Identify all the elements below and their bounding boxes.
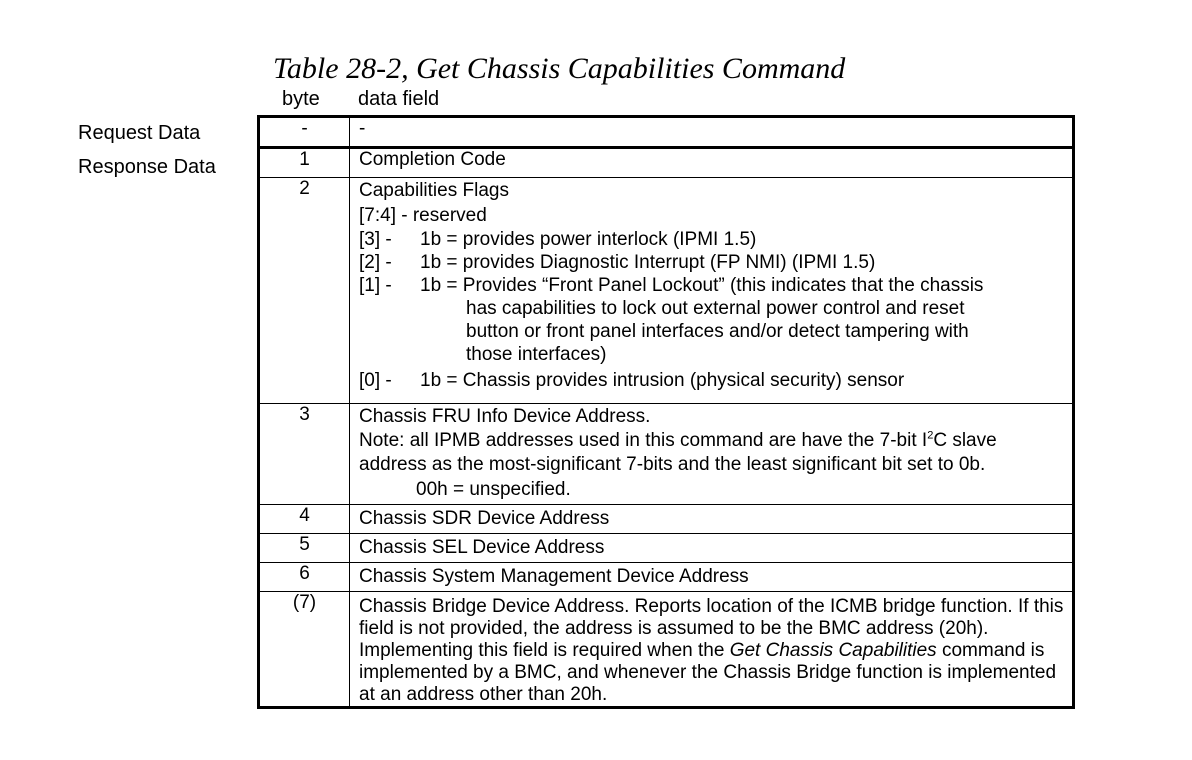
table-row-request <box>259 117 1074 148</box>
table-row-2 <box>259 178 1074 404</box>
reserved-bits: [7:4] - reserved <box>359 205 487 226</box>
byte-cell: - <box>259 117 350 148</box>
field-cell <box>350 592 1074 708</box>
table-row-6 <box>259 563 1074 592</box>
byte-cell: 1 <box>259 148 350 178</box>
bit-description: 1b = Chassis provides intrusion (physical security) sensor <box>420 370 905 391</box>
byte-cell: 5 <box>259 534 350 563</box>
bit-description: 1b = Provides “Front Panel Lockout” (this indicates that the chassis <box>420 275 984 296</box>
byte-cell: 6 <box>259 563 350 592</box>
byte-cell: 2 <box>259 178 350 404</box>
command-name: Get Chassis Capabilities <box>729 640 937 661</box>
note-text: C slave address as the most-significant 7-bits and the least significant bit set to 0b. <box>359 430 997 475</box>
command-table <box>257 115 1075 709</box>
byte-cell: 3 <box>259 404 350 505</box>
request-data-label: Request Data <box>78 122 201 144</box>
capabilities-flags-heading: Capabilities Flags <box>359 180 509 201</box>
note-text: Note: all IPMB addresses used in this command are have the 7-bit I <box>359 430 928 451</box>
data-field-column-header: data field <box>358 88 440 110</box>
bit-description-continued: has capabilities to lock out external power control and reset <box>466 298 965 319</box>
flag-bit-1 <box>359 274 1068 297</box>
unspecified-value: 00h = unspecified. <box>416 479 571 500</box>
table-row-4 <box>259 505 1074 534</box>
table-row-1 <box>259 148 1074 178</box>
flag-bit-2 <box>359 251 1068 274</box>
field-cell: Completion Code <box>350 148 1074 178</box>
field-cell <box>350 505 1074 534</box>
bit-description: 1b = provides power interlock (IPMI 1.5) <box>420 229 757 250</box>
field-cell: - <box>350 117 1074 148</box>
bit-label: [2] - <box>359 252 392 273</box>
note-superscript: 2 <box>927 429 934 442</box>
flag-bit-0 <box>359 369 1068 392</box>
byte-cell: (7) <box>259 592 350 708</box>
table-row-3 <box>259 404 1074 505</box>
bit-label: [1] - <box>359 275 392 296</box>
bridge-text: command is implemented by a BMC, and whenever the Chassis Bridge function is implemented at an address other than 20h. <box>359 640 1057 705</box>
bit-label: [0] - <box>359 370 392 391</box>
field-cell <box>350 534 1074 563</box>
field-cell <box>350 178 1074 404</box>
flag-bit-3 <box>359 228 1068 251</box>
field-cell <box>350 404 1074 505</box>
bit-description-continued: button or front panel interfaces and/or detect tampering with <box>466 321 969 342</box>
table-row-7 <box>259 592 1074 708</box>
byte-cell: 4 <box>259 505 350 534</box>
bit-description: 1b = provides Diagnostic Interrupt (FP NMI) (IPMI 1.5) <box>420 252 876 273</box>
bit-label: [3] - <box>359 229 392 250</box>
table-row-5 <box>259 534 1074 563</box>
field-text: Chassis SEL Device Address <box>359 537 605 558</box>
field-text: Chassis System Management Device Address <box>359 566 749 587</box>
field-cell <box>350 563 1074 592</box>
ipmb-address-note <box>359 429 1068 477</box>
byte-column-header: byte <box>282 88 320 110</box>
field-text: Chassis SDR Device Address <box>359 508 610 529</box>
table-title: Table 28-2, Get Chassis Capabilities Command <box>273 52 846 85</box>
response-data-label: Response Data <box>78 156 216 178</box>
fru-address-heading: Chassis FRU Info Device Address. <box>359 406 651 427</box>
bit-description-continued: those interfaces) <box>466 344 607 365</box>
bridge-text: Chassis Bridge Device Address. Reports location of the ICMB bridge function. If this field is not provided, the address is assumed to be the BMC address (20h). Implementing this field is required when the <box>359 596 1064 661</box>
